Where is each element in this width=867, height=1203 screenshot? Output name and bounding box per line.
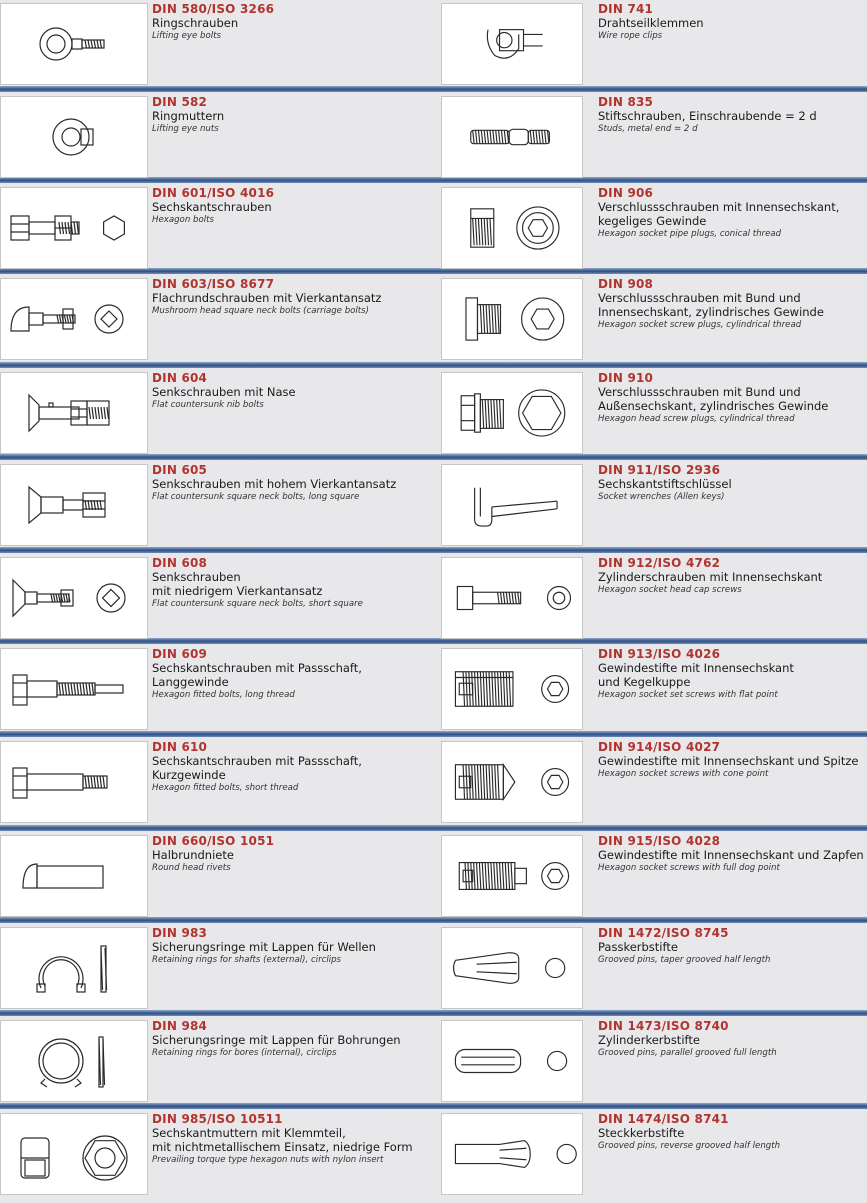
standard-code: DIN 580/ISO 3266 bbox=[152, 3, 275, 16]
fastener-drawing bbox=[0, 648, 148, 730]
english-description: Hexagon fitted bolts, long thread bbox=[152, 690, 295, 700]
countersunk-square-neck-bolt-icon bbox=[1, 465, 147, 545]
standard-code: DIN 608 bbox=[152, 557, 208, 570]
fastener-entry bbox=[434, 1113, 867, 1203]
fastener-text bbox=[152, 372, 296, 412]
fastener-entry bbox=[0, 187, 433, 277]
fastener-drawing bbox=[441, 1020, 583, 1102]
reverse-grooved-pin-icon bbox=[442, 1114, 582, 1194]
english-description: Hexagon socket pipe plugs, conical thread bbox=[598, 229, 782, 239]
fastener-text bbox=[152, 835, 274, 875]
fastener-entry bbox=[434, 835, 867, 925]
english-description: Retaining rings for bores (internal), circlips bbox=[152, 1048, 337, 1058]
carriage-bolt-icon bbox=[1, 279, 147, 359]
fastener-drawing bbox=[0, 557, 148, 639]
standard-code: DIN 601/ISO 4016 bbox=[152, 187, 275, 200]
standard-code: DIN 914/ISO 4027 bbox=[598, 741, 721, 754]
standard-code: DIN 912/ISO 4762 bbox=[598, 557, 721, 570]
fastener-text bbox=[598, 372, 828, 426]
german-description: Ringmuttern bbox=[152, 109, 225, 123]
fastener-drawing bbox=[0, 1113, 148, 1195]
fastener-entry bbox=[434, 278, 867, 368]
standard-code: DIN 609 bbox=[152, 648, 208, 661]
fastener-drawing bbox=[0, 464, 148, 546]
pipe-plug-icon bbox=[442, 188, 582, 268]
set-screw-cone-point-icon bbox=[442, 742, 582, 822]
fastener-entry bbox=[434, 648, 867, 738]
standard-code: DIN 1472/ISO 8745 bbox=[598, 927, 729, 940]
lifting-eye-nut-icon bbox=[1, 97, 147, 177]
standard-code: DIN 603/ISO 8677 bbox=[152, 278, 275, 291]
fastener-drawing bbox=[441, 557, 583, 639]
fastener-entry bbox=[0, 648, 433, 738]
german-description: kegeliges Gewinde bbox=[598, 214, 707, 228]
german-description: Zylinderschrauben mit Innensechskant bbox=[598, 570, 823, 584]
fastener-drawing bbox=[441, 96, 583, 178]
fastener-drawing bbox=[441, 741, 583, 823]
fastener-text bbox=[598, 278, 824, 332]
fastener-text bbox=[598, 927, 770, 967]
fastener-entry bbox=[0, 741, 433, 831]
standard-code: DIN 908 bbox=[598, 278, 654, 291]
fastener-entry bbox=[434, 927, 867, 1017]
fastener-entry bbox=[434, 464, 867, 554]
german-description: Sechskantmuttern mit Klemmteil, bbox=[152, 1126, 346, 1140]
parallel-grooved-pin-icon bbox=[442, 1021, 582, 1101]
fastener-text bbox=[152, 1113, 413, 1167]
fastener-text bbox=[152, 187, 274, 227]
english-description: Grooved pins, taper grooved half length bbox=[598, 955, 771, 965]
german-description: Halbrundniete bbox=[152, 848, 234, 862]
fastener-entry bbox=[434, 3, 867, 93]
german-description: Flachrundschrauben mit Vierkantansatz bbox=[152, 291, 382, 305]
fastener-entry bbox=[0, 835, 433, 925]
english-description: Mushroom head square neck bolts (carriage bolts) bbox=[152, 306, 370, 316]
fastener-entry bbox=[434, 372, 867, 462]
countersunk-nib-bolt-icon bbox=[1, 373, 147, 453]
fastener-entry bbox=[0, 1020, 433, 1110]
english-description: Grooved pins, reverse grooved half length bbox=[598, 1141, 781, 1151]
fastener-text bbox=[152, 278, 381, 318]
standard-code: DIN 604 bbox=[152, 372, 208, 385]
english-description: Flat countersunk square neck bolts, short square bbox=[152, 599, 363, 609]
standard-code: DIN 610 bbox=[152, 741, 208, 754]
english-description: Wire rope clips bbox=[598, 31, 663, 41]
german-description: Sechskantschrauben mit Passschaft, bbox=[152, 754, 362, 768]
standard-code: DIN 911/ISO 2936 bbox=[598, 464, 721, 477]
german-description: Verschlussschrauben mit Bund und bbox=[598, 385, 801, 399]
lifting-eye-bolt-icon bbox=[1, 4, 147, 84]
hex-head-screw-plug-icon bbox=[442, 373, 582, 453]
english-description: Retaining rings for shafts (external), circlips bbox=[152, 955, 342, 965]
nylon-insert-nut-icon bbox=[1, 1114, 147, 1194]
german-description: Langgewinde bbox=[152, 675, 229, 689]
english-description: Hexagon fitted bolts, short thread bbox=[152, 783, 299, 793]
fastener-text bbox=[152, 927, 376, 967]
fastener-drawing bbox=[0, 927, 148, 1009]
standard-code: DIN 1474/ISO 8741 bbox=[598, 1113, 729, 1126]
fastener-drawing bbox=[441, 648, 583, 730]
standard-code: DIN 915/ISO 4028 bbox=[598, 835, 721, 848]
german-description: Sechskantstiftschlüssel bbox=[598, 477, 732, 491]
fastener-text bbox=[152, 1020, 401, 1060]
english-description: Lifting eye bolts bbox=[152, 31, 221, 41]
fastener-text bbox=[598, 187, 839, 241]
standard-code: DIN 985/ISO 10511 bbox=[152, 1113, 283, 1126]
socket-head-cap-screw-icon bbox=[442, 558, 582, 638]
fastener-text bbox=[598, 96, 817, 136]
english-description: Studs, metal end = 2 d bbox=[598, 124, 698, 134]
english-description: Hexagon socket screws with full dog point bbox=[598, 863, 780, 873]
english-description: Lifting eye nuts bbox=[152, 124, 219, 134]
german-description: Senkschrauben mit hohem Vierkantansatz bbox=[152, 477, 397, 491]
socket-screw-plug-icon bbox=[442, 279, 582, 359]
fastener-entry bbox=[0, 464, 433, 554]
english-description: Hexagon socket set screws with flat point bbox=[598, 690, 778, 700]
german-description: Ringschrauben bbox=[152, 16, 239, 30]
internal-circlip-icon bbox=[1, 1021, 147, 1101]
fastener-drawing bbox=[441, 1113, 583, 1195]
fastener-drawing bbox=[0, 96, 148, 178]
fastener-entry bbox=[0, 927, 433, 1017]
fastener-drawing bbox=[0, 372, 148, 454]
german-description: und Kegelkuppe bbox=[598, 675, 691, 689]
standard-code: DIN 983 bbox=[152, 927, 208, 940]
german-description: Sicherungsringe mit Lappen für Wellen bbox=[152, 940, 376, 954]
german-description: Senkschrauben bbox=[152, 570, 241, 584]
fitted-bolt-long-thread-icon bbox=[1, 649, 147, 729]
german-description: Gewindestifte mit Innensechskant bbox=[598, 661, 794, 675]
german-description: Sicherungsringe mit Lappen für Bohrungen bbox=[152, 1033, 401, 1047]
german-description: Kurzgewinde bbox=[152, 768, 226, 782]
standard-code: DIN 910 bbox=[598, 372, 654, 385]
fastener-drawing bbox=[0, 1020, 148, 1102]
german-description: Steckkerbstifte bbox=[598, 1126, 685, 1140]
stud-icon bbox=[442, 97, 582, 177]
fastener-entry bbox=[0, 278, 433, 368]
fastener-text bbox=[152, 96, 224, 136]
set-screw-dog-point-icon bbox=[442, 836, 582, 916]
fastener-text bbox=[598, 1113, 780, 1153]
german-description: Stiftschrauben, Einschraubende = 2 d bbox=[598, 109, 817, 123]
fastener-entry bbox=[434, 187, 867, 277]
standard-code: DIN 906 bbox=[598, 187, 654, 200]
taper-grooved-pin-icon bbox=[442, 928, 582, 1008]
standard-code: DIN 741 bbox=[598, 3, 654, 16]
fastener-entry bbox=[0, 372, 433, 462]
english-description: Hexagon socket screw plugs, cylindrical thread bbox=[598, 320, 802, 330]
german-description: Senkschrauben mit Nase bbox=[152, 385, 296, 399]
fastener-entry bbox=[434, 741, 867, 831]
fastener-drawing bbox=[441, 278, 583, 360]
fastener-entry bbox=[434, 1020, 867, 1110]
fastener-drawing bbox=[441, 927, 583, 1009]
fastener-entry bbox=[0, 1113, 433, 1203]
fastener-text bbox=[598, 464, 732, 504]
german-description: Gewindestifte mit Innensechskant und Zapfen bbox=[598, 848, 864, 862]
fastener-entry bbox=[434, 557, 867, 647]
fastener-drawing bbox=[0, 278, 148, 360]
standard-code: DIN 1473/ISO 8740 bbox=[598, 1020, 729, 1033]
fastener-text bbox=[598, 648, 794, 702]
fastener-drawing bbox=[441, 835, 583, 917]
fastener-text bbox=[598, 3, 704, 43]
english-description: Round head rivets bbox=[152, 863, 231, 873]
fastener-text bbox=[598, 1020, 777, 1060]
standard-code: DIN 605 bbox=[152, 464, 208, 477]
english-description: Hexagon bolts bbox=[152, 215, 214, 225]
fastener-drawing bbox=[441, 187, 583, 269]
german-description: Sechskantschrauben bbox=[152, 200, 272, 214]
fastener-text bbox=[598, 741, 859, 781]
english-description: Hexagon socket head cap screws bbox=[598, 585, 742, 595]
german-description: Sechskantschrauben mit Passschaft, bbox=[152, 661, 362, 675]
fastener-drawing bbox=[441, 3, 583, 85]
fastener-text bbox=[152, 464, 396, 504]
fitted-bolt-short-thread-icon bbox=[1, 742, 147, 822]
german-description: Zylinderkerbstifte bbox=[598, 1033, 700, 1047]
fastener-entry bbox=[434, 96, 867, 186]
fastener-text bbox=[152, 557, 363, 611]
wire-rope-clip-icon bbox=[442, 4, 582, 84]
external-circlip-icon bbox=[1, 928, 147, 1008]
fastener-text bbox=[152, 741, 362, 795]
standard-code: DIN 582 bbox=[152, 96, 208, 109]
fastener-drawing bbox=[0, 3, 148, 85]
set-screw-flat-point-icon bbox=[442, 649, 582, 729]
english-description: Socket wrenches (Allen keys) bbox=[598, 492, 725, 502]
fastener-drawing bbox=[0, 187, 148, 269]
german-description: mit niedrigem Vierkantansatz bbox=[152, 584, 323, 598]
german-description: Drahtseilklemmen bbox=[598, 16, 704, 30]
fastener-text bbox=[152, 3, 274, 43]
fastener-drawing bbox=[441, 372, 583, 454]
english-description: Grooved pins, parallel grooved full length bbox=[598, 1048, 777, 1058]
fastener-text bbox=[152, 648, 362, 702]
english-description: Hexagon socket screws with cone point bbox=[598, 769, 769, 779]
german-description: Verschlussschrauben mit Innensechskant, bbox=[598, 200, 840, 214]
countersunk-short-square-bolt-icon bbox=[1, 558, 147, 638]
fastener-text bbox=[598, 835, 864, 875]
fastener-drawing bbox=[0, 741, 148, 823]
german-description: Verschlussschrauben mit Bund und bbox=[598, 291, 801, 305]
german-description: Außensechskant, zylindrisches Gewinde bbox=[598, 399, 829, 413]
german-description: Innensechskant, zylindrisches Gewinde bbox=[598, 305, 824, 319]
english-description: Hexagon head screw plugs, cylindrical thread bbox=[598, 414, 795, 424]
standard-code: DIN 984 bbox=[152, 1020, 208, 1033]
fastener-text bbox=[598, 557, 822, 597]
fastener-entry bbox=[0, 3, 433, 93]
german-description: Gewindestifte mit Innensechskant und Spitze bbox=[598, 754, 859, 768]
hexagon-bolt-icon bbox=[1, 188, 147, 268]
fastener-drawing bbox=[0, 835, 148, 917]
german-description: mit nichtmetallischem Einsatz, niedrige Form bbox=[152, 1140, 413, 1154]
english-description: Prevailing torque type hexagon nuts with nylon insert bbox=[152, 1155, 384, 1165]
fastener-entry bbox=[0, 557, 433, 647]
standard-code: DIN 835 bbox=[598, 96, 654, 109]
german-description: Passkerbstifte bbox=[598, 940, 678, 954]
allen-key-icon bbox=[442, 465, 582, 545]
fastener-entry bbox=[0, 96, 433, 186]
fastener-drawing bbox=[441, 464, 583, 546]
round-head-rivet-icon bbox=[1, 836, 147, 916]
standard-code: DIN 913/ISO 4026 bbox=[598, 648, 721, 661]
english-description: Flat countersunk square neck bolts, long square bbox=[152, 492, 360, 502]
standard-code: DIN 660/ISO 1051 bbox=[152, 835, 275, 848]
english-description: Flat countersunk nib bolts bbox=[152, 400, 264, 410]
